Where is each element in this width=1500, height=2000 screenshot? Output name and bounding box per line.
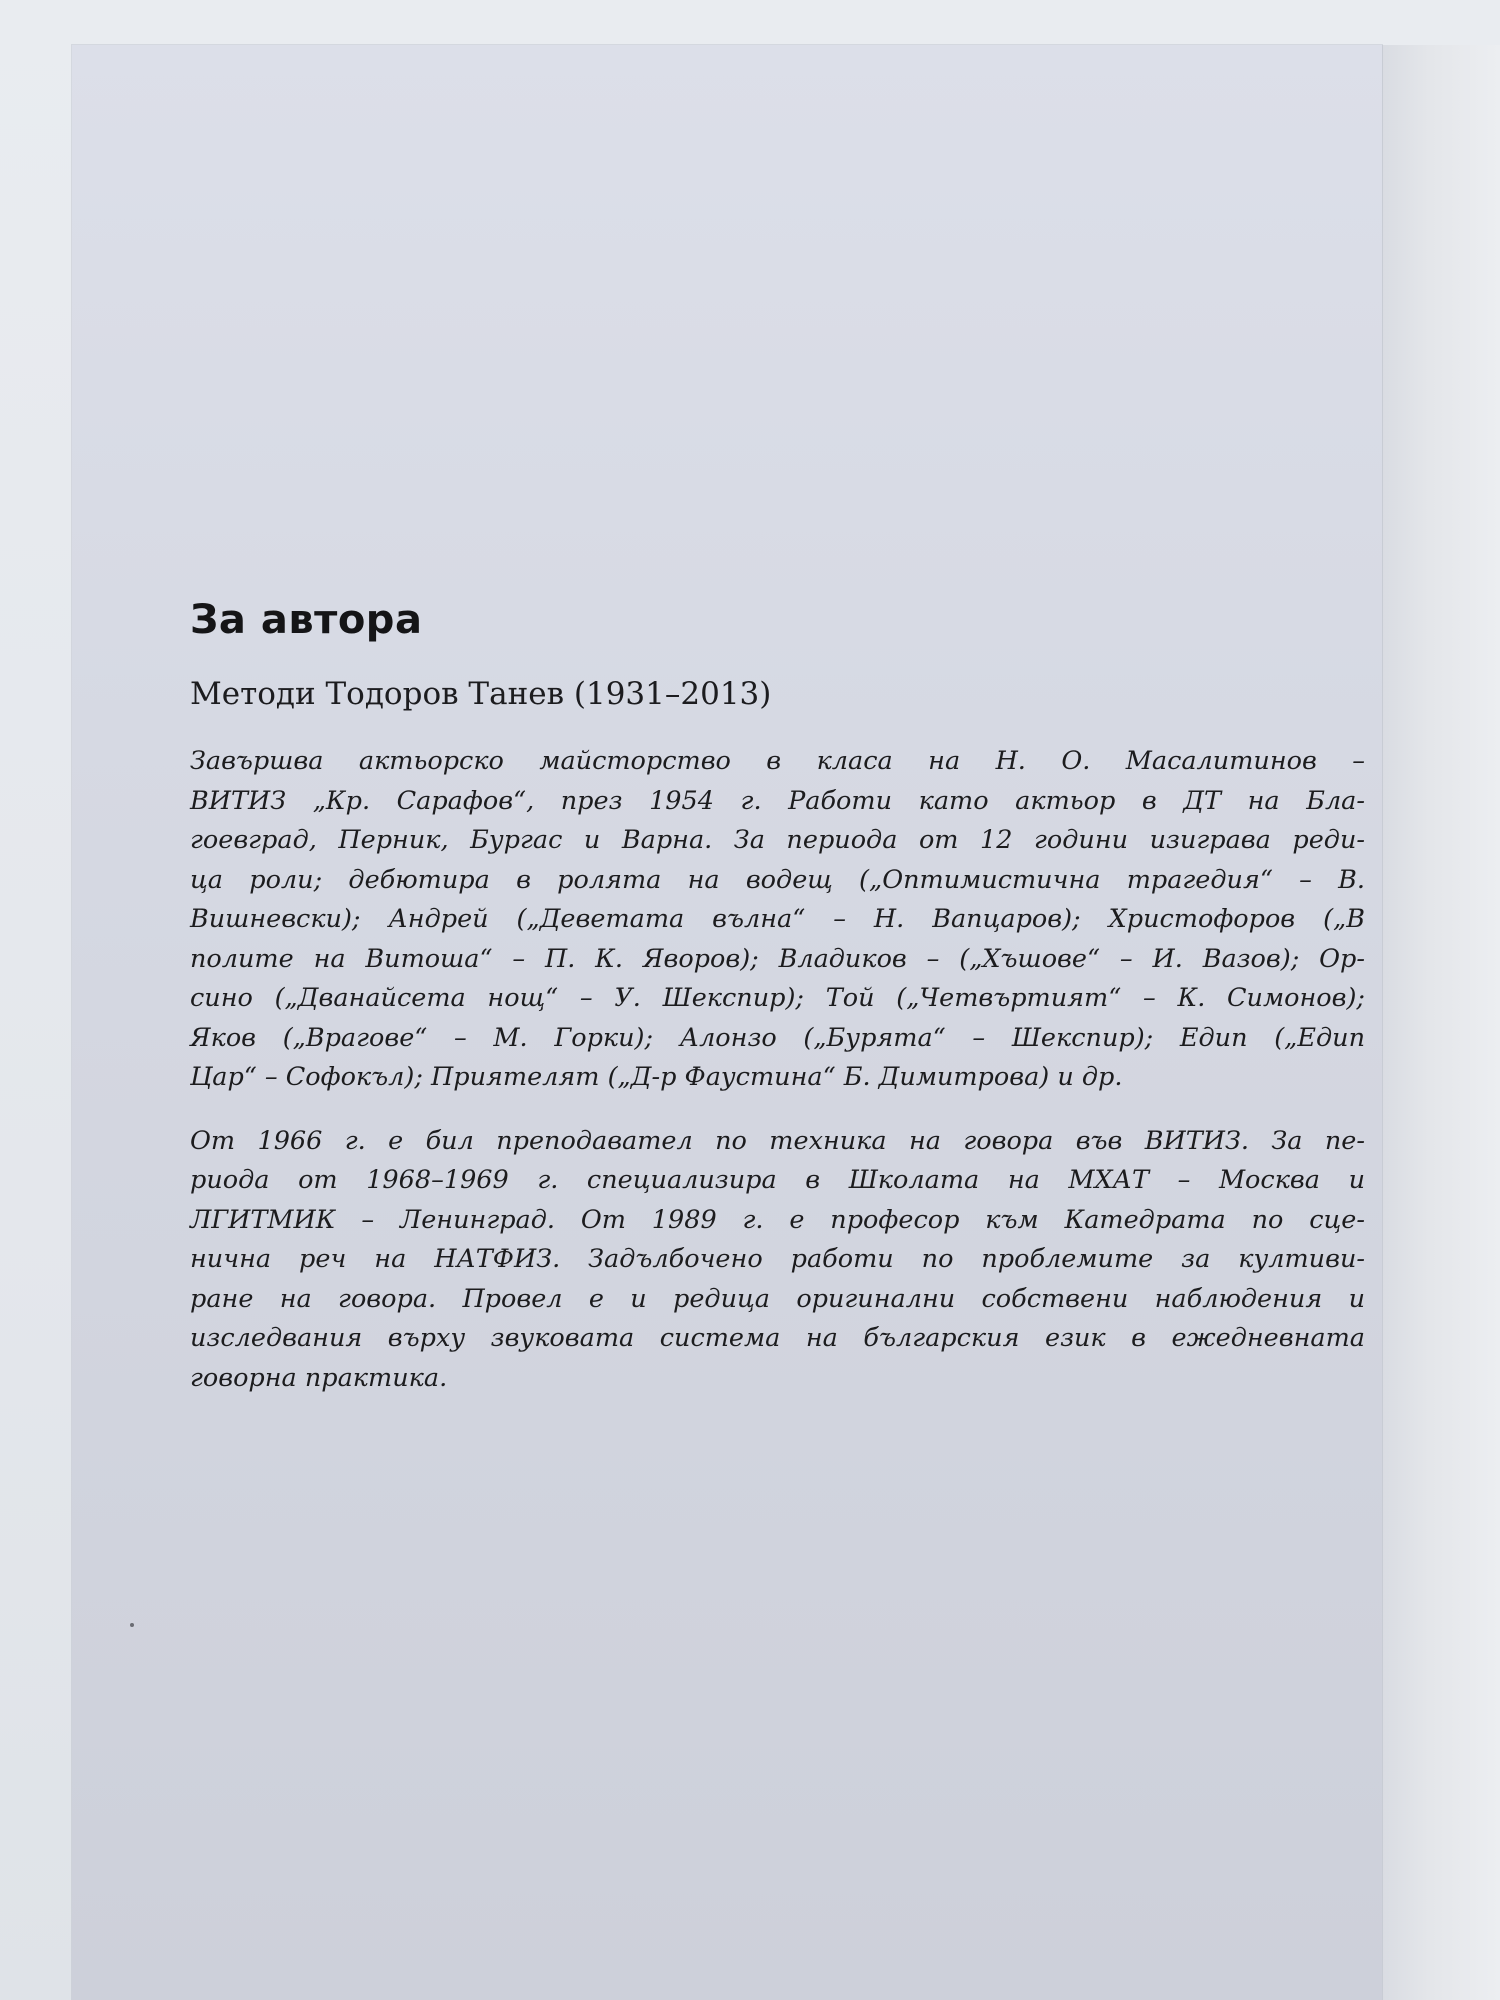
page-speck (130, 1623, 134, 1627)
text-line: ране на говора. Провел е и редица оригинални собствени наблюдения и (190, 1283, 1365, 1314)
text-line: риода от 1968–1969 г. специализира в Школата на МХАТ – Москва и (190, 1165, 1365, 1195)
biography-paragraph-1 (190, 742, 1410, 1098)
about-author-section (190, 592, 1410, 1398)
text-line: сино („Дванайсета нощ“ – У. Шекспир); Той („Четвъртият“ – К. Симонов); (190, 983, 1365, 1013)
text-line: изследвания върху звуковата система на българския език в ежедневната (190, 1323, 1365, 1353)
text-line: ЛГИТМИК – Ленинград. От 1989 г. е професор към Катедрата по сце- (190, 1204, 1365, 1235)
text-line: гоевград, Перник, Бургас и Варна. За периода от 12 години изиграва реди- (190, 825, 1365, 855)
text-line: Завършва актьорско майсторство в класа на Н. О. Масалитинов – (190, 746, 1365, 776)
biography-paragraph-2 (190, 1122, 1410, 1399)
text-line: Яков („Врагове“ – М. Горки); Алонзо („Бурята“ – Шекспир); Едип („Едип (190, 1022, 1365, 1053)
text-line: говорна практика. (190, 1362, 448, 1393)
text-line: Вишневски); Андрей („Деветата вълна“ – Н. Вапцаров); Христофоров („В (190, 904, 1365, 934)
text-line: нична реч на НАТФИЗ. Задълбочено работи по проблемите за култиви- (190, 1244, 1365, 1274)
section-heading: За автора (190, 597, 423, 643)
text-line: Цар“ – Софокъл); Приятелят („Д-р Фаустина“ Б. Димитрова) и др. (190, 1062, 1123, 1092)
author-name-and-years: Методи Тодоров Танев (1931–2013) (190, 676, 772, 712)
text-line: полите на Витоша“ – П. К. Яворов); Владиков – („Хъшове“ – И. Вазов); Ор- (190, 943, 1365, 974)
text-line: ца роли; дебютира в ролята на водещ („Оптимистична трагедия“ – В. (190, 864, 1365, 895)
text-line: ВИТИЗ „Кр. Сарафов“, през 1954 г. Работи като актьор в ДТ на Бла- (190, 785, 1365, 816)
text-line: От 1966 г. е бил преподавател по техника на говора във ВИТИЗ. За пе- (190, 1125, 1365, 1156)
